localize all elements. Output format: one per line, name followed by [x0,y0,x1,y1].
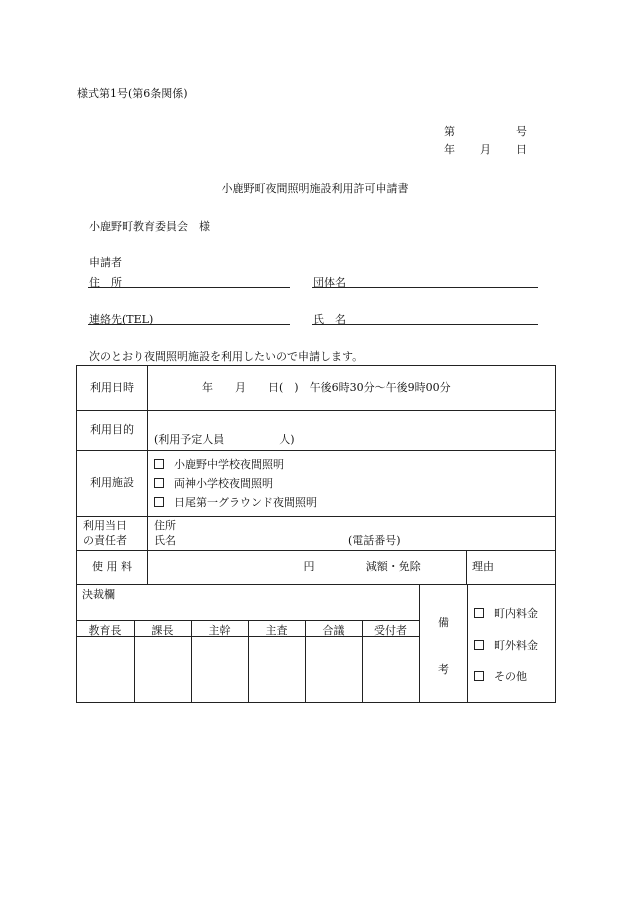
intro-text: 次のとおり夜間照明施設を利用したいので申請します。 [89,350,364,363]
row-purpose [77,411,556,451]
doc-number-dai: 第 [444,125,455,138]
address-field[interactable] [88,272,290,288]
group-label: 団体名 [313,276,346,289]
page-title: 小鹿野町夜間照明施設利用許可申請書 [221,182,409,195]
facility-cell [148,451,556,517]
checkbox[interactable] [474,671,484,681]
purpose-cell[interactable] [148,411,556,451]
purpose-label: 利用目的 [77,411,148,451]
responsible-cell[interactable] [148,517,556,551]
stamp-box[interactable] [363,637,419,701]
checkbox[interactable] [154,459,164,469]
address-label: 住 所 [89,276,122,289]
approver-label: 主査 [265,624,288,637]
applicant-heading: 申請者 [89,256,122,269]
doc-number-go: 号 [516,125,527,138]
name-label: 氏 名 [313,313,346,326]
approver-label: 課長 [151,624,174,637]
row-responsible [77,517,556,551]
contact-field[interactable] [88,309,290,325]
facility-option[interactable]: 小鹿野中学校夜間照明 [154,455,549,474]
approver-label: 教育長 [88,624,122,637]
row-date [77,366,556,411]
facility-option[interactable]: 両神小学校夜間照明 [154,474,549,493]
approver-label: 合議 [322,624,345,637]
row-fee [77,551,556,585]
responsible-name: 氏名 [154,533,176,547]
fee-label: 使 用 料 [77,551,148,585]
name-field[interactable] [312,309,538,325]
checkbox[interactable] [154,497,164,507]
form-number: 様式第1号(第6条関係) [77,87,188,100]
approval-label: 決裁欄 [82,588,115,601]
reason-label[interactable]: 理由 [466,551,555,585]
stamp-box[interactable] [135,637,191,701]
checkbox[interactable] [474,640,484,650]
stamp-box[interactable] [306,637,362,701]
stamp-box[interactable] [249,637,305,701]
responsible-phone: (電話番号) [348,534,401,548]
remarks-label-2: 考 [438,663,449,676]
contact-label: 連絡先(TEL) [89,313,154,326]
group-field[interactable] [312,272,538,288]
fee-reduction: 減額・免除 [320,551,466,585]
date-year: 年 [444,143,455,156]
approver-label: 主幹 [208,624,231,637]
fee-type-option[interactable]: その他 [474,668,527,684]
remarks-label-1: 備 [438,616,449,629]
fee-type-option[interactable]: 町内料金 [474,605,538,621]
approver-label: 受付者 [374,624,407,637]
date-label: 利用日時 [77,366,148,411]
remarks-divider-2 [467,584,468,702]
facility-label: 利用施設 [77,451,148,517]
fee-type-option[interactable]: 町外料金 [474,637,538,653]
date-day: 日 [516,143,527,156]
row-facility [77,451,556,517]
addressee: 小鹿野町教育委員会 様 [89,220,210,233]
date-value[interactable]: 年 月 日( ) 午後6時30分～午後9時00分 [148,366,556,411]
checkbox[interactable] [154,478,164,488]
fee-unit[interactable]: 円 [148,551,321,585]
purpose-people: (利用予定人員 人) [154,432,295,446]
remarks-divider [419,584,420,702]
responsible-label: 利用当日 の責任者 [77,517,148,551]
facility-option[interactable]: 日尾第一グラウンド夜間照明 [154,493,549,512]
date-month: 月 [480,143,491,156]
checkbox[interactable] [474,608,484,618]
stamp-box[interactable] [192,637,248,701]
stamp-box[interactable] [77,637,134,701]
responsible-address: 住所 [154,518,176,532]
